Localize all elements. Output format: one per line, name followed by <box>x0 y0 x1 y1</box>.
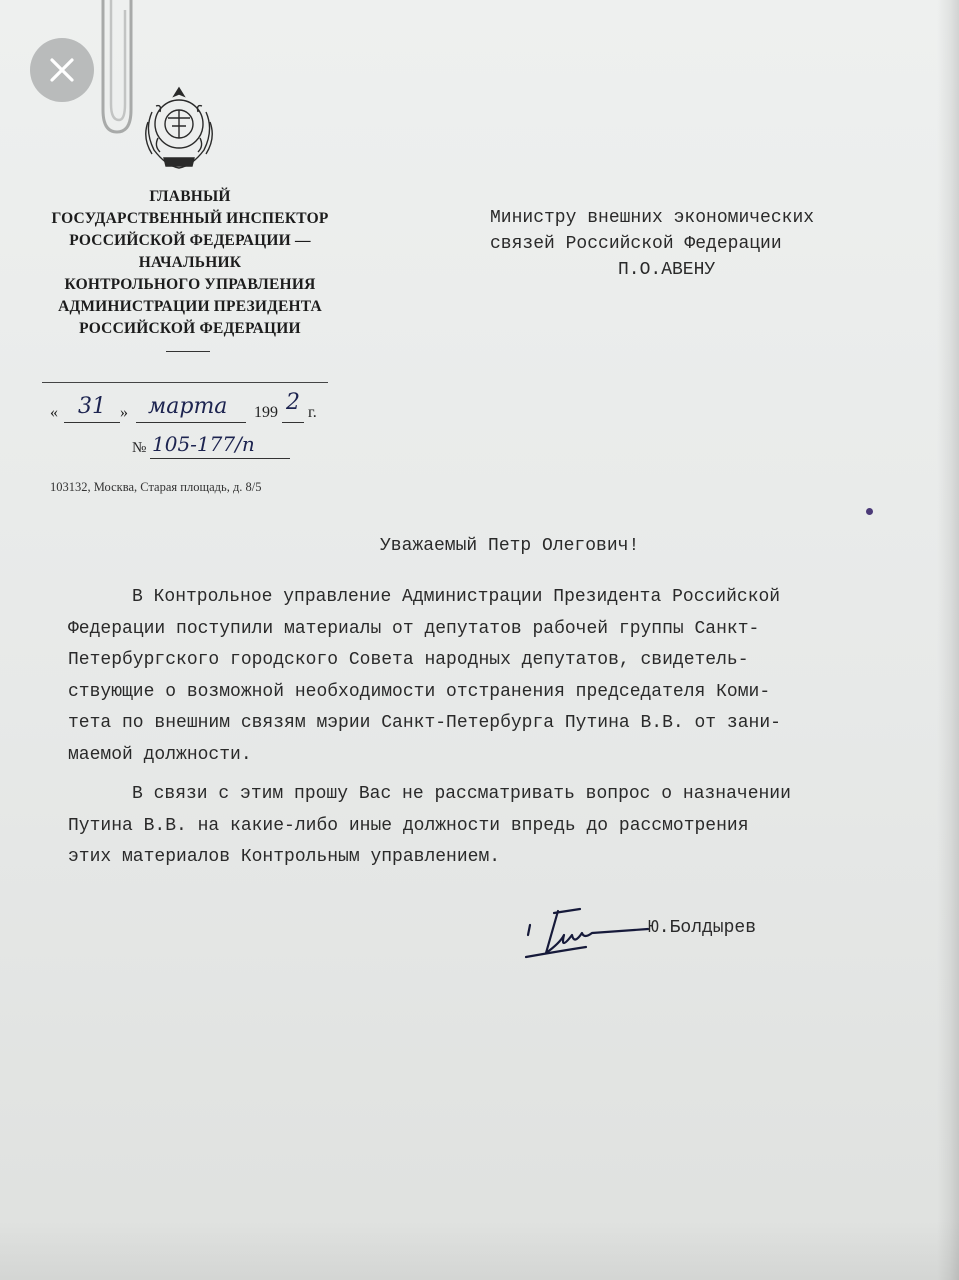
date-close-quote: » <box>120 404 128 421</box>
issuer-line: ГЛАВНЫЙ <box>149 188 231 205</box>
paperclip-icon <box>95 0 139 140</box>
number-value: 105-177/п <box>152 432 255 456</box>
close-button[interactable] <box>30 38 94 102</box>
issuer-header <box>40 186 340 340</box>
body-line: Путина В.В. на какие-либо иные должности впредь до рассмотрения <box>68 815 749 836</box>
page-bottom-shade <box>0 1220 959 1280</box>
issuer-line: КОНТРОЛЬНОГО УПРАВЛЕНИЯ <box>64 276 316 293</box>
page-edge-shadow <box>937 0 959 1280</box>
body-line: В связи с этим прошу Вас не рассматривать вопрос о назначении <box>132 784 791 804</box>
number-underline <box>150 458 290 459</box>
addressee-block <box>490 205 890 283</box>
date-day: 31 <box>78 394 106 419</box>
handwritten-signature <box>520 905 650 965</box>
issuer-address: 103132, Москва, Старая площадь, д. 8/5 <box>50 480 262 494</box>
body-line: В Контрольное управление Администрации Президента Российской <box>132 587 781 607</box>
addressee-line: Министру внешних экономических <box>490 208 815 228</box>
close-icon <box>48 56 76 84</box>
header-rule <box>42 382 328 383</box>
letter-date <box>50 390 340 428</box>
date-open-quote: « <box>50 404 58 421</box>
body-line: тета по внешним связям мэрии Санкт-Петербурга Путина В.В. от зани- <box>68 713 781 733</box>
issuer-line: РОССИЙСКОЙ ФЕДЕРАЦИИ — <box>69 232 311 249</box>
salutation: Уважаемый Петр Олегович! <box>380 536 640 556</box>
signatory-name: Ю.Болдырев <box>648 918 757 938</box>
date-day-underline <box>64 422 120 423</box>
letter-number <box>132 434 332 464</box>
ink-dot <box>866 508 873 515</box>
date-month-underline <box>136 422 246 423</box>
issuer-line: ГОСУДАРСТВЕННЫЙ ИНСПЕКТОР <box>51 210 329 227</box>
body-line: этих материалов Контрольным управлением. <box>68 847 501 867</box>
coat-of-arms-icon <box>138 82 220 178</box>
body-line: Федерации поступили материалы от депутатов рабочей группы Санкт- <box>68 618 760 639</box>
issuer-line: РОССИЙСКОЙ ФЕДЕРАЦИИ <box>79 320 301 337</box>
issuer-line: НАЧАЛЬНИК <box>138 254 242 271</box>
date-year-suffix: г. <box>308 404 317 421</box>
body-line: Петербургского городского Совета народных депутатов, свидетель- <box>68 650 749 670</box>
header-divider <box>166 351 210 352</box>
date-year-digit: 2 <box>286 390 300 415</box>
date-year-prefix: 199 <box>254 404 278 421</box>
date-year-underline <box>282 422 304 423</box>
issuer-line: АДМИНИСТРАЦИИ ПРЕЗИДЕНТА <box>58 298 322 315</box>
body-line: ствующие о возможной необходимости отстранения председателя Коми- <box>68 681 771 702</box>
number-prefix: № <box>132 440 147 456</box>
addressee-name: П.О.АВЕНУ <box>618 260 716 280</box>
date-month: марта <box>148 394 228 419</box>
body-line: маемой должности. <box>68 744 252 765</box>
letter-body <box>68 582 918 874</box>
addressee-line: связей Российской Федерации <box>490 234 782 254</box>
